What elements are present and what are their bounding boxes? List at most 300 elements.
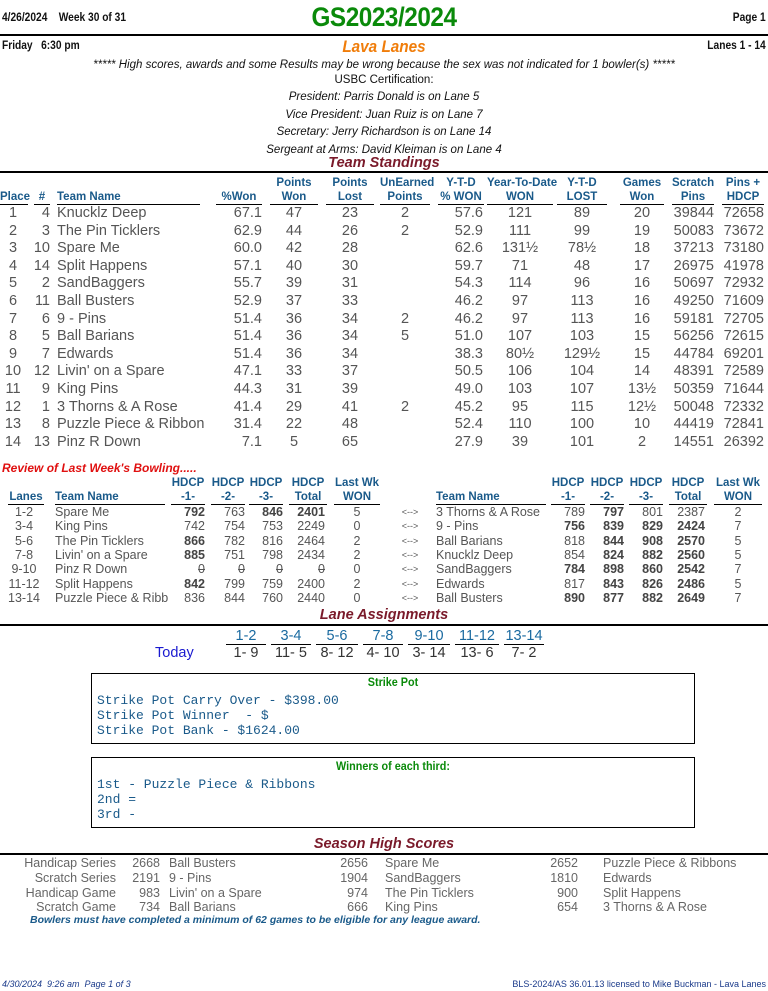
standings-cell-hdcp: 73180 xyxy=(723,240,764,257)
review-left-team: Split Happens xyxy=(55,576,133,591)
lane-pair-lanes: 3-4 xyxy=(271,628,311,645)
standings-cell-scratch: 49250 xyxy=(673,293,714,309)
review-right-game-2: 844 xyxy=(603,533,624,548)
review-right-game-1: 818 xyxy=(564,533,585,548)
standings-cell-place: 5 xyxy=(8,275,18,292)
lane-pair xyxy=(316,628,358,661)
review-col-won-right xyxy=(714,476,762,505)
review-right-team: 9 - Pins xyxy=(436,519,479,534)
standings-cell-scratch: 26975 xyxy=(673,257,714,274)
review-left-team: The Pin Ticklers xyxy=(55,533,144,548)
standings-cell-place: 14 xyxy=(4,433,22,450)
officer-vice-president: Vice President: Juan Ruiz is on Lane 7 xyxy=(285,108,483,121)
review-right-game-2: 839 xyxy=(603,519,624,534)
standings-cell-place: 12 xyxy=(4,398,22,415)
standings-row xyxy=(0,328,768,346)
lane-pair-lanes: 9-10 xyxy=(408,628,450,645)
review-row xyxy=(0,562,768,577)
standings-cell-team: Ball Barians xyxy=(57,328,135,345)
review-right-total: 2486 xyxy=(677,576,705,591)
review-left-team: Livin' on a Spare xyxy=(55,547,148,562)
standings-cell-num: 10 xyxy=(33,240,50,257)
review-right-team: Knucklz Deep xyxy=(436,547,514,562)
col-pins-hdcp-line1: Pins + xyxy=(725,177,761,189)
season-high-team: The Pin Ticklers xyxy=(385,885,474,900)
review-col-g3-right xyxy=(629,476,663,505)
winner-third-third: 3rd - xyxy=(97,807,137,822)
season-high-team: Puzzle Piece & Ribbons xyxy=(603,856,737,870)
review-right-game-3: 829 xyxy=(642,519,663,534)
standings-cell-num: 3 xyxy=(41,222,50,239)
review-right-won: 5 xyxy=(734,533,742,548)
lane-pair-teams: 7- 2 xyxy=(511,645,537,661)
standings-cell-ytd-pct: 54.3 xyxy=(454,275,483,292)
review-right-game-3: 801 xyxy=(642,505,663,519)
standings-row xyxy=(0,381,768,399)
standings-cell-ytd-lost: 113 xyxy=(570,310,594,327)
standings-cell-pct: 51.4 xyxy=(233,328,262,345)
standings-cell-team: 3 Thorns & A Rose xyxy=(57,398,178,415)
review-g2r-line1: HDCP xyxy=(590,477,624,489)
lane-assignments-title: Lane Assignments xyxy=(319,607,449,623)
review-left-won: 0 xyxy=(353,562,361,577)
col-pct-won: %Won xyxy=(216,190,262,205)
col-games-won-line1: Games xyxy=(622,177,662,189)
standings-cell-ytd-won: 103 xyxy=(507,381,533,397)
standings-cell-ytd-won: 107 xyxy=(507,328,533,345)
standings-cell-ytd-lost: 100 xyxy=(569,416,595,433)
today-label: Today xyxy=(155,645,194,661)
officers-list xyxy=(0,89,768,159)
col-unearned-points xyxy=(380,176,435,205)
standings-cell-pct: 57.1 xyxy=(233,257,262,274)
standings-cell-num: 12 xyxy=(33,363,50,380)
col-pins-hdcp-line2: HDCP xyxy=(722,190,764,205)
review-row xyxy=(0,577,768,592)
standings-cell-num: 11 xyxy=(34,293,50,309)
col-games-won xyxy=(620,176,664,205)
col-scratch-line2: Pins xyxy=(672,190,714,205)
review-total-line1: HDCP xyxy=(291,477,325,489)
review-left-game-1: 885 xyxy=(184,547,205,562)
standings-cell-games-won: 12½ xyxy=(627,398,657,415)
lane-pair xyxy=(363,628,403,661)
season-high-score: 974 xyxy=(347,885,368,900)
review-wonr-line2: WON xyxy=(714,490,762,505)
review-right-game-2: 898 xyxy=(603,562,624,577)
standings-cell-games-won: 15 xyxy=(633,345,651,362)
season-high-score: 654 xyxy=(557,900,578,915)
review-left-game-1: 842 xyxy=(184,576,205,591)
standings-cell-won: 42 xyxy=(285,240,303,257)
standings-cell-team: Spare Me xyxy=(57,240,120,257)
review-left-game-2: 782 xyxy=(224,533,245,548)
col-points-lost-line1: Points xyxy=(332,177,368,189)
standings-cell-place: 3 xyxy=(8,240,18,257)
standings-cell-unearned: 2 xyxy=(400,222,410,239)
strike-pot-carry-over: Strike Pot Carry Over - $398.00 xyxy=(97,693,339,708)
standings-cell-hdcp: 73672 xyxy=(723,222,764,239)
standings-cell-ytd-won: 97 xyxy=(511,293,529,309)
col-points-won xyxy=(270,176,318,205)
standings-cell-team: King Pins xyxy=(57,381,119,397)
standings-cell-ytd-lost: 113 xyxy=(570,293,594,309)
season-high-title: Season High Scores xyxy=(313,836,455,852)
col-team-name: Team Name xyxy=(57,190,200,205)
season-high-score: 2656 xyxy=(340,856,368,870)
standings-cell-hdcp: 72615 xyxy=(723,328,764,345)
standings-cell-num: 4 xyxy=(41,205,50,221)
standings-cell-scratch: 44419 xyxy=(673,416,714,433)
standings-cell-ytd-won: 97 xyxy=(511,310,529,327)
review-col-g2 xyxy=(211,476,245,505)
lane-pair-lanes: 11-12 xyxy=(455,628,499,645)
standings-cell-ytd-pct: 46.2 xyxy=(454,293,483,309)
standings-row xyxy=(0,275,768,293)
review-left-team: Pinz R Down xyxy=(55,562,128,577)
standings-cell-ytd-won: 121 xyxy=(507,205,533,221)
review-col-total xyxy=(289,476,327,505)
review-col-g1 xyxy=(171,476,205,505)
standings-cell-pct: 51.4 xyxy=(233,310,262,327)
review-col-won xyxy=(334,476,380,505)
season-high-team: SandBaggers xyxy=(385,870,461,885)
review-totalr-line2: Total xyxy=(669,490,707,505)
review-right-won: 7 xyxy=(734,519,742,534)
review-col-g2-right xyxy=(590,476,624,505)
standings-cell-team: SandBaggers xyxy=(57,275,145,292)
standings-cell-ytd-won: 114 xyxy=(508,275,532,292)
standings-cell-num: 1 xyxy=(41,398,50,415)
standings-cell-unearned: 2 xyxy=(400,205,410,221)
standings-cell-num: 6 xyxy=(41,310,50,327)
review-left-game-1: 792 xyxy=(184,505,205,519)
standings-cell-won: 37 xyxy=(285,293,303,309)
standings-cell-won: 22 xyxy=(285,416,303,433)
review-left-game-2: 751 xyxy=(224,547,245,562)
eligibility-footnote: Bowlers must have completed a minimum of 62 games to be eligible for any league award. xyxy=(30,914,481,926)
review-right-total: 2649 xyxy=(677,590,705,605)
standings-cell-won: 5 xyxy=(289,433,299,450)
standings-cell-team: Edwards xyxy=(57,345,114,362)
review-left-game-3: 760 xyxy=(262,590,283,605)
standings-cell-pct: 44.3 xyxy=(233,381,262,397)
review-g1-line2: -1- xyxy=(171,490,205,505)
standings-cell-lost: 23 xyxy=(341,205,359,221)
standings-cell-hdcp: 72841 xyxy=(723,416,764,433)
standings-cell-hdcp: 71644 xyxy=(723,381,764,397)
standings-cell-num: 13 xyxy=(33,433,50,450)
standings-cell-ytd-won: 111 xyxy=(508,222,532,239)
review-g1-line1: HDCP xyxy=(171,477,205,489)
standings-cell-team: 9 - Pins xyxy=(57,310,107,327)
review-left-won: 2 xyxy=(353,547,361,562)
standings-cell-ytd-lost: 107 xyxy=(569,381,595,397)
review-right-game-3: 908 xyxy=(642,533,663,548)
standings-cell-games-won: 13½ xyxy=(627,381,657,397)
lane-pair xyxy=(271,628,311,661)
season-high-score: 666 xyxy=(347,900,368,915)
standings-cell-num: 9 xyxy=(41,381,50,397)
standings-cell-won: 36 xyxy=(285,345,303,362)
lane-pair xyxy=(504,628,544,661)
standings-cell-pct: 47.1 xyxy=(233,363,262,380)
season-high-score: 1904 xyxy=(340,870,368,885)
review-right-team: SandBaggers xyxy=(436,562,512,577)
date-text: 4/26/2024 xyxy=(2,10,48,24)
col-points-won-line2: Won xyxy=(270,190,318,205)
standings-cell-team: The Pin Ticklers xyxy=(57,222,161,239)
review-right-game-3: 882 xyxy=(642,590,663,605)
standings-cell-num: 14 xyxy=(33,257,50,274)
season-high-team: King Pins xyxy=(385,900,438,915)
standings-cell-lost: 34 xyxy=(341,328,359,345)
review-left-won: 5 xyxy=(353,505,361,519)
standings-cell-pct: 31.4 xyxy=(233,416,262,433)
col-ytd-won xyxy=(487,176,558,205)
review-left-total: 2401 xyxy=(297,505,325,519)
standings-cell-won: 39 xyxy=(285,275,303,292)
lane-pair-teams: 1- 9 xyxy=(233,645,259,661)
standings-cell-lost: 39 xyxy=(341,381,359,397)
standings-cell-ytd-pct: 52.4 xyxy=(454,416,483,433)
lane-pair xyxy=(226,628,266,661)
review-right-team: Ball Busters xyxy=(436,590,503,605)
season-high-row xyxy=(0,871,768,886)
review-col-total-right xyxy=(669,476,707,505)
review-right-won: 5 xyxy=(734,547,742,562)
league-title: GS2023/2024 xyxy=(311,2,457,32)
standings-cell-ytd-pct: 50.5 xyxy=(454,363,483,380)
review-left-game-3: 798 xyxy=(262,547,283,562)
review-left-game-3: 816 xyxy=(262,533,283,548)
col-games-won-line2: Won xyxy=(620,190,664,205)
standings-cell-ytd-lost: 89 xyxy=(573,205,591,221)
standings-row xyxy=(0,240,768,258)
standings-cell-won: 44 xyxy=(285,222,303,239)
review-left-game-2: 799 xyxy=(224,576,245,591)
standings-cell-num: 5 xyxy=(41,328,50,345)
standings-cell-lost: 41 xyxy=(341,398,359,415)
review-lanes: 5-6 xyxy=(14,533,34,548)
officer-sergeant-at-arms: Sergeant at Arms: David Kleiman is on Lane 4 xyxy=(266,143,502,156)
standings-cell-place: 4 xyxy=(8,257,18,274)
review-wonr-line1: Last Wk xyxy=(715,477,761,489)
standings-cell-pct: 52.9 xyxy=(233,293,262,309)
standings-cell-hdcp: 72332 xyxy=(723,398,764,415)
standings-cell-lost: 33 xyxy=(341,293,359,309)
standings-cell-ytd-lost: 101 xyxy=(569,433,595,450)
review-left-game-1: 0 xyxy=(198,562,205,577)
col-ytd-lost xyxy=(557,176,607,205)
review-col-g1-right xyxy=(551,476,585,505)
standings-cell-won: 47 xyxy=(285,205,303,221)
review-left-team: King Pins xyxy=(55,519,108,534)
standings-cell-lost: 28 xyxy=(341,240,359,257)
season-high-team: Ball Busters xyxy=(169,856,236,870)
review-row xyxy=(0,519,768,534)
standings-cell-hdcp: 72589 xyxy=(723,363,764,380)
winner-first-third: 1st - Puzzle Piece & Ribbons xyxy=(97,777,316,792)
winners-title: Winners of each third: xyxy=(336,759,450,773)
review-left-game-1: 836 xyxy=(184,590,205,605)
review-row xyxy=(0,548,768,563)
standings-cell-lost: 65 xyxy=(341,433,359,450)
review-right-total: 2560 xyxy=(677,547,705,562)
standings-cell-ytd-lost: 103 xyxy=(569,328,595,345)
col-scratch-line1: Scratch xyxy=(672,177,715,189)
standings-cell-place: 7 xyxy=(8,310,18,327)
standings-cell-ytd-pct: 38.3 xyxy=(454,345,483,362)
standings-cell-unearned: 2 xyxy=(400,398,410,415)
standings-cell-team: Split Happens xyxy=(57,257,148,274)
review-lanes: 7-8 xyxy=(14,547,34,562)
review-left-total: 2434 xyxy=(297,547,325,562)
officer-secretary: Secretary: Jerry Richardson is on Lane 14 xyxy=(276,126,492,138)
print-timestamp: 4/30/2024 9:26 am Page 1 of 3 xyxy=(2,979,131,989)
standings-cell-scratch: 56256 xyxy=(673,328,714,345)
review-left-total: 0 xyxy=(318,562,325,577)
review-left-total: 2400 xyxy=(297,576,325,591)
standings-cell-pct: 7.1 xyxy=(241,433,262,450)
standings-cell-ytd-won: 95 xyxy=(511,398,529,415)
review-left-total: 2249 xyxy=(297,519,325,534)
review-col-team-right: Team Name xyxy=(436,490,546,505)
standings-cell-hdcp: 69201 xyxy=(723,345,764,362)
col-scratch-pins xyxy=(672,176,714,205)
review-right-game-1: 784 xyxy=(564,562,585,577)
standings-cell-games-won: 14 xyxy=(633,363,651,380)
review-header xyxy=(0,476,768,506)
standings-cell-ytd-won: 110 xyxy=(508,416,532,433)
review-left-game-2: 763 xyxy=(224,505,245,519)
standings-cell-scratch: 37213 xyxy=(673,240,714,257)
review-left-game-1: 866 xyxy=(184,533,205,548)
standings-cell-games-won: 16 xyxy=(633,275,651,292)
col-ytd-won-line2: WON xyxy=(487,190,553,205)
review-g3-line1: HDCP xyxy=(249,477,283,489)
standings-cell-games-won: 18 xyxy=(633,240,651,257)
standings-cell-ytd-lost: 129½ xyxy=(563,345,601,362)
season-high-row xyxy=(0,856,768,871)
review-right-total: 2542 xyxy=(677,562,705,577)
vs-arrow-icon: <--> xyxy=(401,535,419,546)
header-divider xyxy=(0,34,768,36)
vs-arrow-icon: <--> xyxy=(401,564,419,575)
standings-cell-place: 6 xyxy=(8,293,18,309)
review-g1r-line2: -1- xyxy=(551,490,585,505)
license-info: BLS-2024/AS 36.01.13 licensed to Mike Buckman - Lava Lanes xyxy=(512,979,766,989)
season-high-team: Split Happens xyxy=(603,885,681,900)
season-high-score: 2652 xyxy=(550,856,578,870)
lanes-range: Lanes 1 - 14 xyxy=(707,38,766,52)
vs-arrow-icon: <--> xyxy=(401,592,419,603)
standings-cell-team: Puzzle Piece & Ribbon xyxy=(57,416,205,433)
standings-cell-pct: 67.1 xyxy=(233,205,262,221)
bowling-center-name: Lava Lanes xyxy=(342,37,426,56)
standings-cell-won: 31 xyxy=(285,381,303,397)
review-lanes: 9-10 xyxy=(11,562,37,577)
standings-cell-won: 36 xyxy=(285,310,303,327)
lane-pair-lanes: 13-14 xyxy=(505,628,543,644)
review-col-team: Team Name xyxy=(55,490,165,505)
standings-cell-games-won: 2 xyxy=(637,433,647,450)
standings-cell-lost: 34 xyxy=(341,310,359,327)
review-title: Review of Last Week's Bowling..... xyxy=(2,461,197,475)
review-g2-line2: -2- xyxy=(211,490,245,505)
standings-cell-unearned: 2 xyxy=(400,310,410,327)
review-won-line1: Last Wk xyxy=(334,477,380,489)
season-high-score: 734 xyxy=(139,900,160,915)
review-left-game-2: 754 xyxy=(224,519,245,534)
review-left-game-3: 846 xyxy=(262,505,283,519)
standings-cell-place: 1 xyxy=(8,205,18,221)
standings-cell-ytd-lost: 96 xyxy=(573,275,591,292)
standings-cell-won: 29 xyxy=(285,398,303,415)
standings-cell-ytd-won: 39 xyxy=(511,433,529,450)
standings-cell-pct: 62.9 xyxy=(233,222,262,239)
standings-cell-won: 36 xyxy=(285,328,303,345)
season-high-row xyxy=(0,886,768,901)
standings-cell-won: 40 xyxy=(285,257,303,274)
review-right-game-2: 843 xyxy=(603,576,624,591)
review-right-game-1: 890 xyxy=(564,590,585,605)
season-high-category: Scratch Series xyxy=(34,870,116,885)
review-right-team: Ball Barians xyxy=(436,533,503,548)
review-right-team: Edwards xyxy=(436,576,485,591)
review-totalr-line1: HDCP xyxy=(671,477,705,489)
standings-cell-games-won: 20 xyxy=(633,205,651,221)
standings-cell-ytd-pct: 59.7 xyxy=(454,257,483,274)
review-left-team: Spare Me xyxy=(55,505,110,519)
review-left-won: 0 xyxy=(353,519,361,534)
standings-cell-ytd-won: 71 xyxy=(511,257,529,274)
standings-cell-won: 33 xyxy=(285,363,303,380)
standings-cell-hdcp: 72932 xyxy=(723,275,764,292)
season-high-category: Scratch Game xyxy=(36,900,116,915)
review-lanes: 13-14 xyxy=(8,590,40,605)
review-left-game-3: 753 xyxy=(262,519,283,534)
review-g3r-line2: -3- xyxy=(629,490,663,505)
standings-cell-scratch: 50048 xyxy=(673,398,714,415)
strike-pot-title: Strike Pot xyxy=(367,675,419,689)
standings-row xyxy=(0,293,768,311)
standings-cell-place: 11 xyxy=(5,381,21,397)
season-high-score: 1810 xyxy=(550,870,578,885)
standings-cell-team: Knucklz Deep xyxy=(57,205,147,221)
review-right-game-3: 860 xyxy=(642,562,663,577)
standings-divider xyxy=(0,171,768,173)
standings-cell-games-won: 15 xyxy=(633,328,651,345)
standings-row xyxy=(0,258,768,276)
col-num: # xyxy=(34,190,50,205)
standings-cell-num: 2 xyxy=(41,275,50,292)
col-ytd-pct-line1: Y-T-D xyxy=(446,177,476,189)
review-left-game-1: 742 xyxy=(184,519,205,534)
review-left-won: 0 xyxy=(353,590,361,605)
col-unearned-line1: UnEarned xyxy=(380,177,435,189)
col-ytd-lost-line1: Y-T-D xyxy=(567,177,597,189)
review-right-won: 5 xyxy=(734,576,742,591)
review-total-line2: Total xyxy=(289,490,327,505)
standings-cell-ytd-lost: 78½ xyxy=(567,240,597,257)
standings-cell-hdcp: 71609 xyxy=(723,293,764,309)
col-place: Place xyxy=(0,191,31,203)
review-g1r-line1: HDCP xyxy=(551,477,585,489)
review-col-lanes: Lanes xyxy=(9,491,43,503)
season-high-category: Handicap Series xyxy=(24,856,116,870)
standings-row xyxy=(0,434,768,452)
